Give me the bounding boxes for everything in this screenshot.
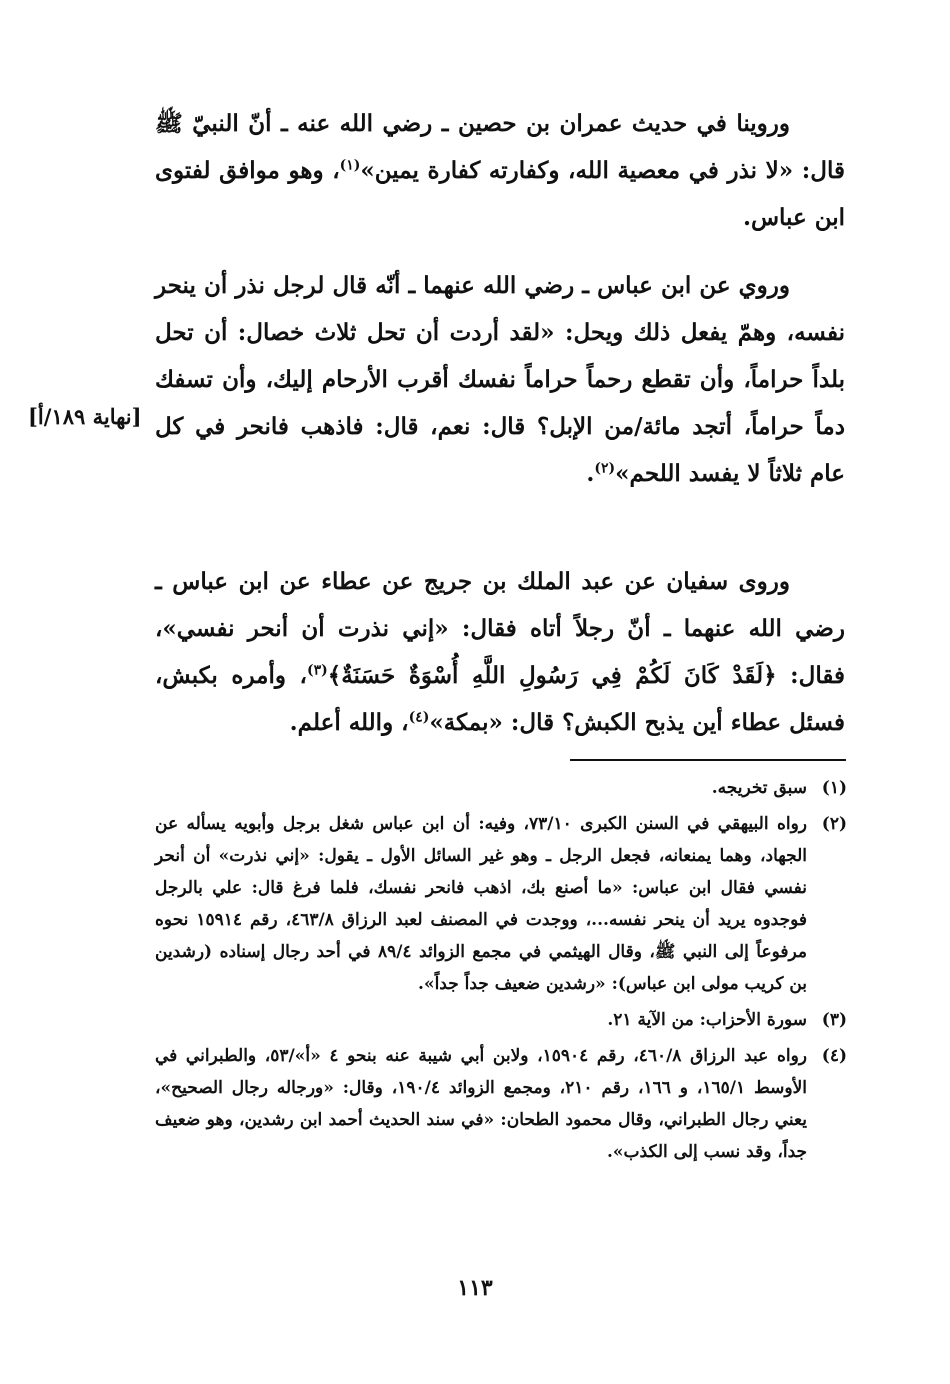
footnote-number: (١) <box>821 778 847 798</box>
paragraph-1 <box>155 100 845 241</box>
paragraph-2-tail: . <box>586 460 595 487</box>
paragraph-2-text: وروي عن ابن عباس ـ رضي الله عنهما ـ أنّه قال لرجل نذر أن ينحر نفسه، وهمّ يفعل ذلك ويحل: «لقد أردت أن تحل ثلاث خصال: أن تحل بلداً حراماً، وأن تقطع رحماً حراماً نفسك أقرب الأرحام إليك، وأن تسفك دماً حراماً، أتجد مائة/من الإبل؟ قال: نعم، قال: فاذهب فانحر في كل عام ثلاثاً لا يفسد اللحم» <box>155 272 845 487</box>
paragraph-1-tail: ، وهو موافق لفتوى ابن عباس. <box>155 157 845 231</box>
footnote-text: رواه البيهقي في السنن الكبرى ٧٣/١٠، وفيه: أن ابن عباس شغل برجل وأبويه يسأله عن الجهاد، وهما يمنعانه، فجعل الرجل ـ وهو غير السائل الأول ـ يقول: «إني نذرت» أن أنحر نفسي فقال ابن عباس: «ما أصنع بك، اذهب فانحر نفسك، فلما فرغ قال: علي بالرجل فوجدوه يريد أن ينحر نفسه...، ووجدت في المصنف لعبد الرزاق ٤٦٣/٨، رقم ١٥٩١٤ نحوه مرفوعاً إلى النبي ﷺ، وقال الهيثمي في مجمع الزوائد ٨٩/٤ في أحد رجال إسناده (رشدين بن كريب مولى ابن عباس): «رشدين ضعيف جداً جداً». <box>155 814 808 994</box>
footnote-number: (٣) <box>821 1010 847 1030</box>
page-number: ١١٣ <box>457 1275 493 1301</box>
footnote-4 <box>155 1040 847 1168</box>
footnote-3 <box>155 1004 847 1036</box>
paragraph-3 <box>155 558 845 746</box>
paragraph-2 <box>155 262 845 497</box>
paragraph-3-tail-a: ، وأمره بكبش، فسئل عطاء أين يذبح الكبش؟ قال: «بمكة» <box>155 662 845 736</box>
footnote-number: (٤) <box>821 1046 847 1066</box>
footnote-text: رواه عبد الرزاق ٤٦٠/٨، رقم ١٥٩٠٤، ولابن أبي شيبة عنه بنحو ٤ «أ»/٥٣، والطبراني في الأوسط ١٦٥/١، و ١٦٦، رقم ٢١٠، ومجمع الزوائد ١٩٠/٤، وقال: «ورجاله رجال الصحيح»، يعني رجال الطبراني، وقال محمود الطحان: «في سند الحديث أحمد ابن رشدين، وهو ضعيف جداً، وقد نسب إلى الكذب». <box>155 1046 807 1162</box>
footnote-1 <box>155 772 847 804</box>
paragraph-1-text: وروينا في حديث عمران بن حصين ـ رضي الله عنه ـ أنّ النبيّ ﷺ قال: «لا نذر في معصية الله، وكفارته كفارة يمين» <box>155 110 845 184</box>
footnote-2 <box>155 808 847 1000</box>
footnote-divider <box>570 759 846 761</box>
paragraph-3-tail-b: ، والله أعلم. <box>289 709 409 736</box>
footnote-text: سبق تخريجه. <box>711 778 807 798</box>
footnote-text: سورة الأحزاب: من الآية ٢١. <box>607 1010 807 1030</box>
footnote-ref-1[interactable]: (١) <box>339 157 361 174</box>
margin-note: [نهاية ١٨٩/أ] <box>28 404 142 429</box>
footnote-number: (٢) <box>821 814 847 834</box>
footnote-ref-2[interactable]: (٢) <box>594 460 616 477</box>
footnote-ref-3[interactable]: (٣) <box>306 662 328 679</box>
paragraph-3-text: وروى سفيان عن عبد الملك بن جريج عن عطاء عن ابن عباس ـ رضي الله عنهما ـ أنّ رجلاً أتاه فقال: «إني نذرت أن أنحر نفسي»، فقال: ﴿لَقَدْ كَانَ لَكُمْ فِي رَسُولِ اللَّهِ أُسْوَةٌ حَسَنَةٌ﴾ <box>155 568 845 689</box>
footnote-ref-4[interactable]: (٤) <box>408 709 430 726</box>
footnotes <box>155 772 847 1172</box>
